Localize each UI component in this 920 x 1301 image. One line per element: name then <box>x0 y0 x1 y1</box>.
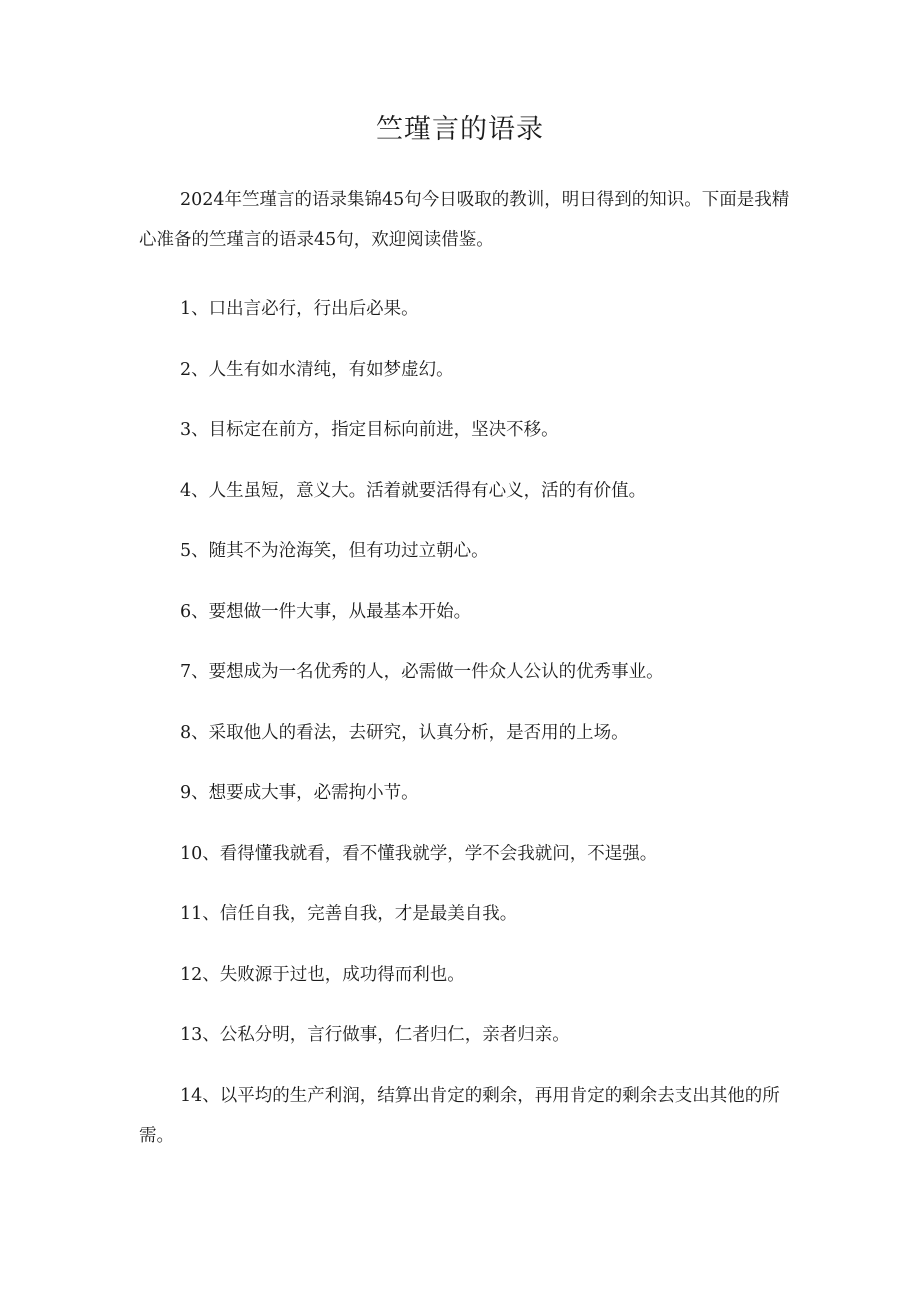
quote-item-5: 5、随其不为沧海笑，但有功过立朝心。 <box>180 541 489 561</box>
quote-item-2: 2、人生有如水清纯，有如梦虚幻。 <box>180 359 454 380</box>
quote-item-4: 4、人生虽短，意义大。活着就要活得有心义，活的有价值。 <box>180 480 647 501</box>
quote-list <box>139 289 799 1176</box>
document-title: 竺瑾言的语录 <box>376 114 544 145</box>
quote-item-9: 9、想要成大事，必需拘小节。 <box>180 783 419 803</box>
quote-item-12: 12、失败源于过也，成功得而利也。 <box>180 964 465 985</box>
quote-item-8: 8、采取他人的看法，去研究，认真分析，是否用的上场。 <box>180 722 629 743</box>
intro-paragraph: 2024年竺瑾言的语录集锦45句今日吸取的教训，明日得到的知识。下面是我精心准备的竺瑾言的语录45句，欢迎阅读借鉴。 <box>139 190 790 250</box>
quote-item-14: 14、以平均的生产利润，结算出肯定的剩余，再用肯定的剩余去支出其他的所需。 <box>139 1085 780 1146</box>
quote-item-11: 11、信任自我，完善自我，才是最美自我。 <box>180 904 518 924</box>
quote-item-1: 1、口出言必行，行出后必果。 <box>180 299 419 319</box>
quote-item-10: 10、看得懂我就看，看不懂我就学，学不会我就问，不逞强。 <box>180 843 658 864</box>
quote-item-3: 3、目标定在前方，指定目标向前进，坚决不移。 <box>180 420 559 440</box>
quote-item-13: 13、公私分明，言行做事，仁者归仁，亲者归亲。 <box>180 1025 570 1045</box>
quote-item-6: 6、要想做一件大事，从最基本开始。 <box>180 601 472 622</box>
quote-item-7: 7、要想成为一名优秀的人，必需做一件众人公认的优秀事业。 <box>180 662 664 682</box>
